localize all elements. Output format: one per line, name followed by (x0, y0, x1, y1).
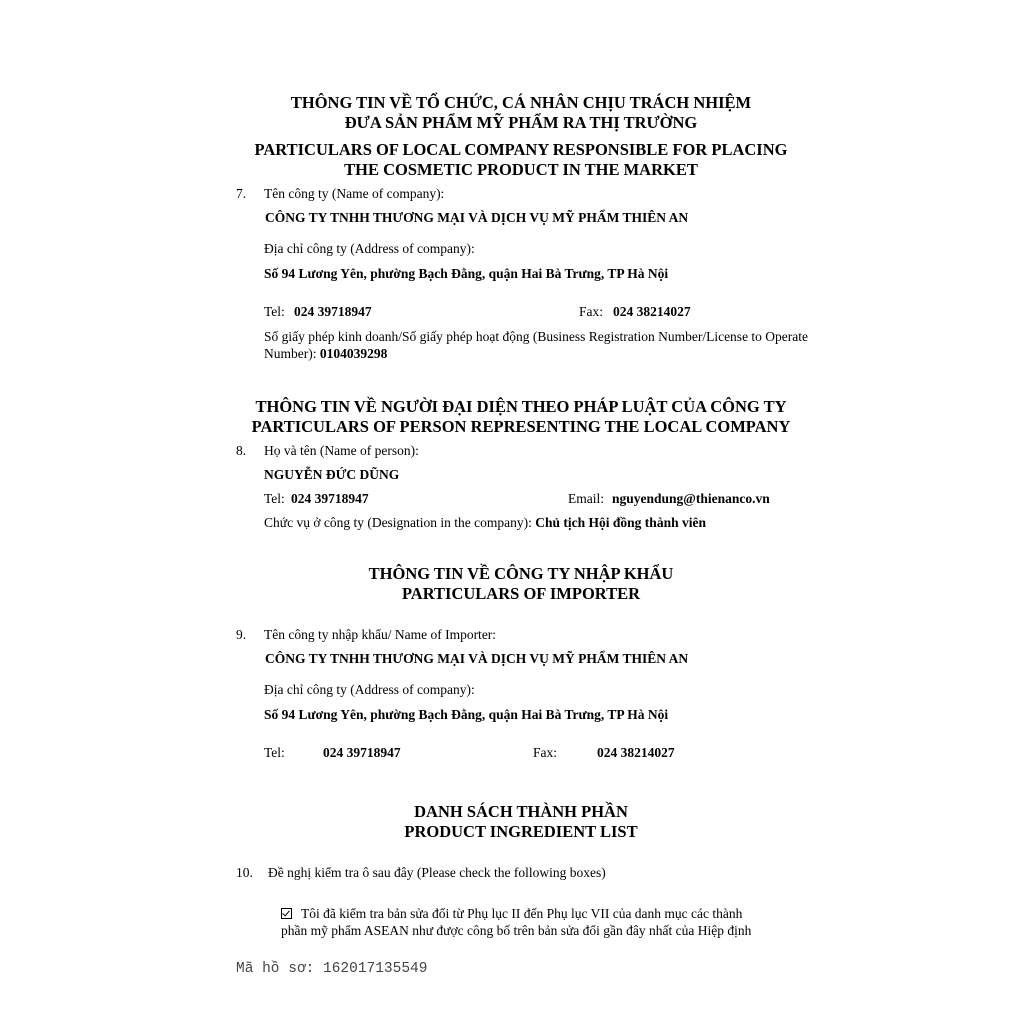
importer-address-label: Địa chỉ công ty (Address of company): (264, 682, 475, 697)
company-address-value: Số 94 Lương Yên, phường Bạch Đằng, quận Hai Bà Trưng, TP Hà Nội (264, 266, 669, 281)
company-name-label: Tên công ty (Name of company): (264, 186, 445, 201)
heading-local-company-vi-2: ĐƯA SẢN PHẨM MỸ PHẨM RA THỊ TRƯỜNG (344, 113, 698, 132)
importer-name-label: Tên công ty nhập khẩu/ Name of Importer: (264, 627, 497, 642)
heading-local-company-en-1: PARTICULARS OF LOCAL COMPANY RESPONSIBLE FOR PLACING (254, 140, 788, 159)
person-name-value: NGUYỄN ĐỨC DŨNG (264, 467, 400, 482)
ingredients-check-line-1 (281, 906, 742, 922)
company-tel-value: 024 39718947 (294, 304, 372, 319)
heading-importer-vi: THÔNG TIN VỀ CÔNG TY NHẬP KHẨU (368, 564, 674, 583)
company-fax-value: 024 38214027 (613, 304, 691, 319)
heading-local-company-vi-1: THÔNG TIN VỀ TỔ CHỨC, CÁ NHÂN CHỊU TRÁCH NHIỆM (290, 93, 752, 112)
ingredients-instruction: Đề nghị kiểm tra ô sau đây (Please check the following boxes) (268, 865, 606, 880)
item-number-9: 9. (236, 627, 247, 642)
license-label: Số giấy phép kinh doanh/Số giấy phép hoạt động (Business Registration Number/License to Operate Number): (264, 329, 809, 361)
importer-name-value: CÔNG TY TNHH THƯƠNG MẠI VÀ DỊCH VỤ MỸ PHẨM THIÊN AN (265, 651, 689, 666)
person-email-value: nguyendung@thienanco.vn (612, 491, 770, 506)
company-tel-label: Tel: (264, 304, 285, 319)
heading-representative-vi: THÔNG TIN VỀ NGƯỜI ĐẠI DIỆN THEO PHÁP LUẬT CỦA CÔNG TY (255, 397, 787, 416)
heading-ingredients-en: PRODUCT INGREDIENT LIST (404, 822, 638, 841)
checked-box-icon[interactable] (281, 908, 292, 919)
company-fax-label: Fax: (579, 304, 604, 319)
person-tel-value: 024 39718947 (291, 491, 369, 506)
heading-importer-en: PARTICULARS OF IMPORTER (401, 584, 641, 603)
item-number-7: 7. (236, 186, 247, 201)
checkbox-text-2: phần mỹ phẩm ASEAN như được công bố trên bản sửa đổi gần đây nhất của Hiệp định (281, 923, 752, 938)
designation-line (264, 515, 706, 531)
item-number-10: 10. (236, 865, 253, 880)
designation-value: Chủ tịch Hội đồng thành viên (535, 515, 706, 530)
company-name-value: CÔNG TY TNHH THƯƠNG MẠI VÀ DỊCH VỤ MỸ PHẨM THIÊN AN (265, 210, 689, 225)
importer-fax-label: Fax: (533, 745, 558, 760)
importer-fax-value: 024 38214027 (597, 745, 675, 760)
person-tel-label: Tel: (264, 491, 285, 506)
heading-representative-en: PARTICULARS OF PERSON REPRESENTING THE LOCAL COMPANY (251, 417, 791, 436)
record-code: Mã hồ sơ: 162017135549 (236, 961, 428, 977)
company-address-label: Địa chỉ công ty (Address of company): (264, 241, 475, 256)
importer-tel-label: Tel: (264, 745, 285, 760)
license-value: 0104039298 (319, 346, 388, 361)
designation-label: Chức vụ ở công ty (Designation in the company): (264, 515, 532, 530)
importer-address-value: Số 94 Lương Yên, phường Bạch Đằng, quận Hai Bà Trưng, TP Hà Nội (264, 707, 669, 722)
importer-tel-value: 024 39718947 (323, 745, 401, 760)
license-line (264, 328, 809, 362)
checkbox-text-1: Tôi đã kiểm tra bản sửa đổi từ Phụ lục II đến Phụ lục VII của danh mục các thành (301, 906, 743, 921)
heading-ingredients-vi: DANH SÁCH THÀNH PHẦN (414, 802, 628, 821)
person-name-label: Họ và tên (Name of person): (264, 443, 419, 458)
person-email-label: Email: (568, 491, 604, 506)
item-number-8: 8. (236, 443, 247, 458)
heading-local-company-en-2: THE COSMETIC PRODUCT IN THE MARKET (344, 160, 698, 179)
